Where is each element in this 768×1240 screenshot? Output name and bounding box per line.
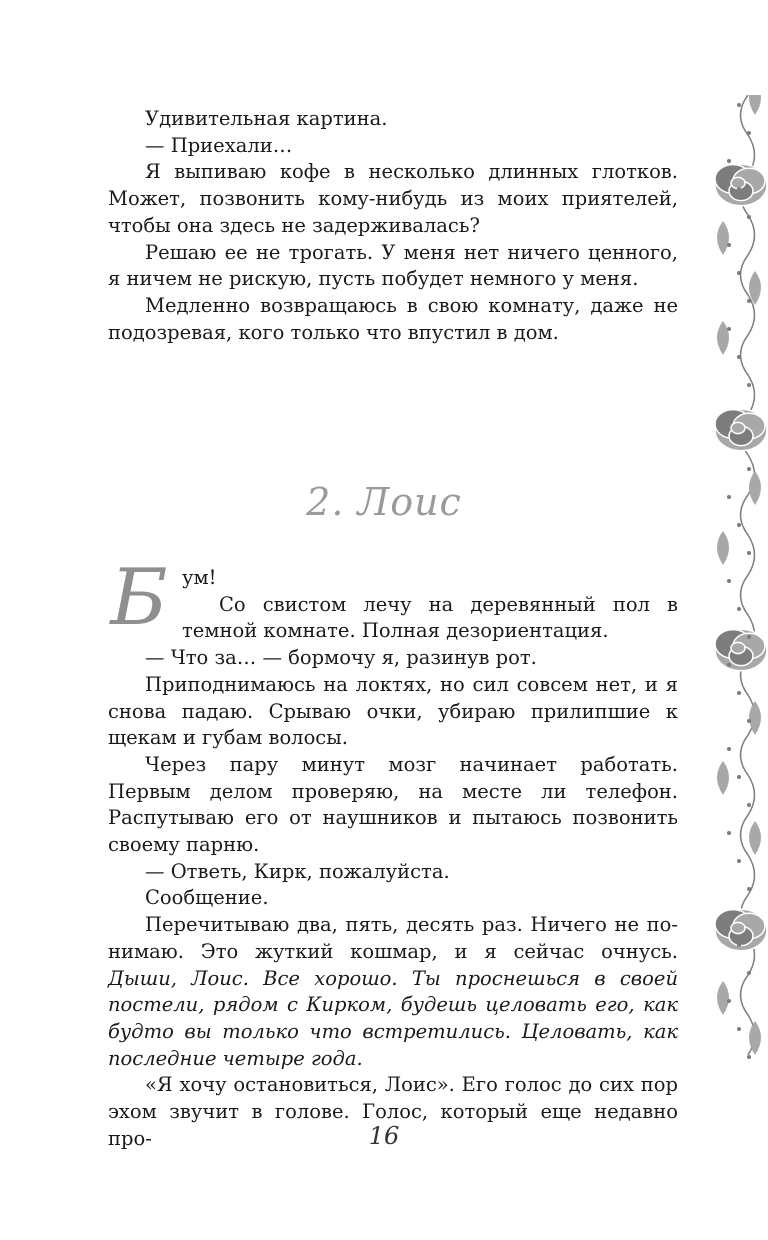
rose-icon: [715, 909, 767, 951]
bead-icon: [727, 915, 731, 919]
plain-text: Перечитываю два, пять, десять раз. Ничего не понимаю. Это жуткий кошмар, и я сейчас очнусь.: [108, 913, 678, 963]
bead-icon: [727, 243, 731, 247]
leaf-icon: [717, 531, 729, 565]
bead-icon: [747, 971, 751, 975]
bead-icon: [747, 383, 751, 387]
paragraph-first: ум!: [182, 566, 217, 589]
bead-icon: [747, 467, 751, 471]
bead-icon: [747, 131, 751, 135]
leaf-icon: [717, 321, 729, 355]
leaf-icon: [717, 761, 729, 795]
bead-icon: [727, 663, 731, 667]
bead-icon: [727, 495, 731, 499]
rose-icon: [715, 629, 767, 671]
bead-icon: [737, 607, 741, 611]
bead-icon: [727, 747, 731, 751]
rose-icon: [715, 409, 767, 451]
bead-icon: [737, 943, 741, 947]
paragraph: Я выпиваю кофе в несколько длинных глотков. Может, позвонить кому-нибудь из моих приятелей, чтобы она здесь не задерживалась?: [108, 160, 678, 237]
paragraph-mixed: [108, 912, 678, 1072]
bead-icon: [747, 299, 751, 303]
paragraph: Приподнимаюсь на локтях, но сил совсем нет, и я снова падаю. Срываю очки, убираю прилипшие к щекам и губам волосы.: [108, 672, 678, 750]
bead-icon: [727, 831, 731, 835]
bead-icon: [727, 579, 731, 583]
paragraph: — Приехали…: [145, 133, 293, 157]
leaf-icon: [749, 471, 761, 505]
text-block-top: [108, 106, 678, 346]
bead-icon: [737, 103, 741, 107]
drop-cap: Б: [110, 553, 168, 643]
rose-icon: [715, 164, 767, 206]
leaf-icon: [749, 95, 761, 115]
bead-icon: [727, 411, 731, 415]
bead-icon: [737, 271, 741, 275]
paragraph: — Что за… — бормочу я, разинув рот.: [145, 646, 537, 670]
bead-icon: [737, 355, 741, 359]
paragraph: Со свистом лечу на деревянный пол в темной комнате. Полная дезориентация.: [182, 592, 678, 643]
bead-icon: [737, 859, 741, 863]
bead-icon: [737, 775, 741, 779]
bead-icon: [747, 215, 751, 219]
bead-icon: [747, 803, 751, 807]
bead-icon: [747, 635, 751, 639]
page-number: 16: [368, 1122, 400, 1150]
bead-icon: [747, 887, 751, 891]
bead-icon: [747, 1055, 751, 1059]
bead-icon: [727, 327, 731, 331]
bead-icon: [737, 1027, 741, 1031]
paragraph: Удивительная картина.: [145, 107, 388, 130]
bead-icon: [727, 159, 731, 163]
bead-icon: [737, 691, 741, 695]
leaf-icon: [749, 821, 761, 855]
text-block-chapter: [108, 553, 678, 1152]
bead-icon: [727, 999, 731, 1003]
bead-icon: [747, 719, 751, 723]
bead-icon: [737, 523, 741, 527]
paragraph: Через пару минут мозг начинает работать. Первым делом проверяю, на месте ли телефон. Распутываю его от наушников и пытаюсь позвонить своему парню.: [108, 752, 678, 857]
paragraph: Решаю ее не трогать. У меня нет ничего ценного, я ничем не рискую, пусть побудет немного у меня.: [108, 240, 678, 291]
paragraph: Медленно возвращаюсь в свою комнату, даже не подозревая, кого только что впустил в дом.: [108, 293, 678, 344]
paragraph: — Ответь, Кирк, пожалуйста.: [145, 859, 450, 883]
paragraph: Сообщение.: [145, 886, 269, 910]
bead-icon: [747, 551, 751, 555]
leaf-icon: [717, 981, 729, 1015]
leaf-icon: [717, 221, 729, 255]
chapter-title: 2. Лоис: [306, 480, 462, 524]
rose-ornament-border: [693, 95, 768, 1085]
paragraph: «Я хочу остановиться, Лоис». Его голос до сих пор эхом звучит в голове. Голос, который еще недавно про-: [108, 1073, 678, 1150]
bead-icon: [737, 439, 741, 443]
bead-icon: [737, 187, 741, 191]
italic-text: Дыши, Лоис. Все хорошо. Ты проснешься в своей постели, рядом с Кирком, будешь целовать его, как будто вы только что встретились. Целовать, как последние четыре года.: [108, 966, 678, 1070]
